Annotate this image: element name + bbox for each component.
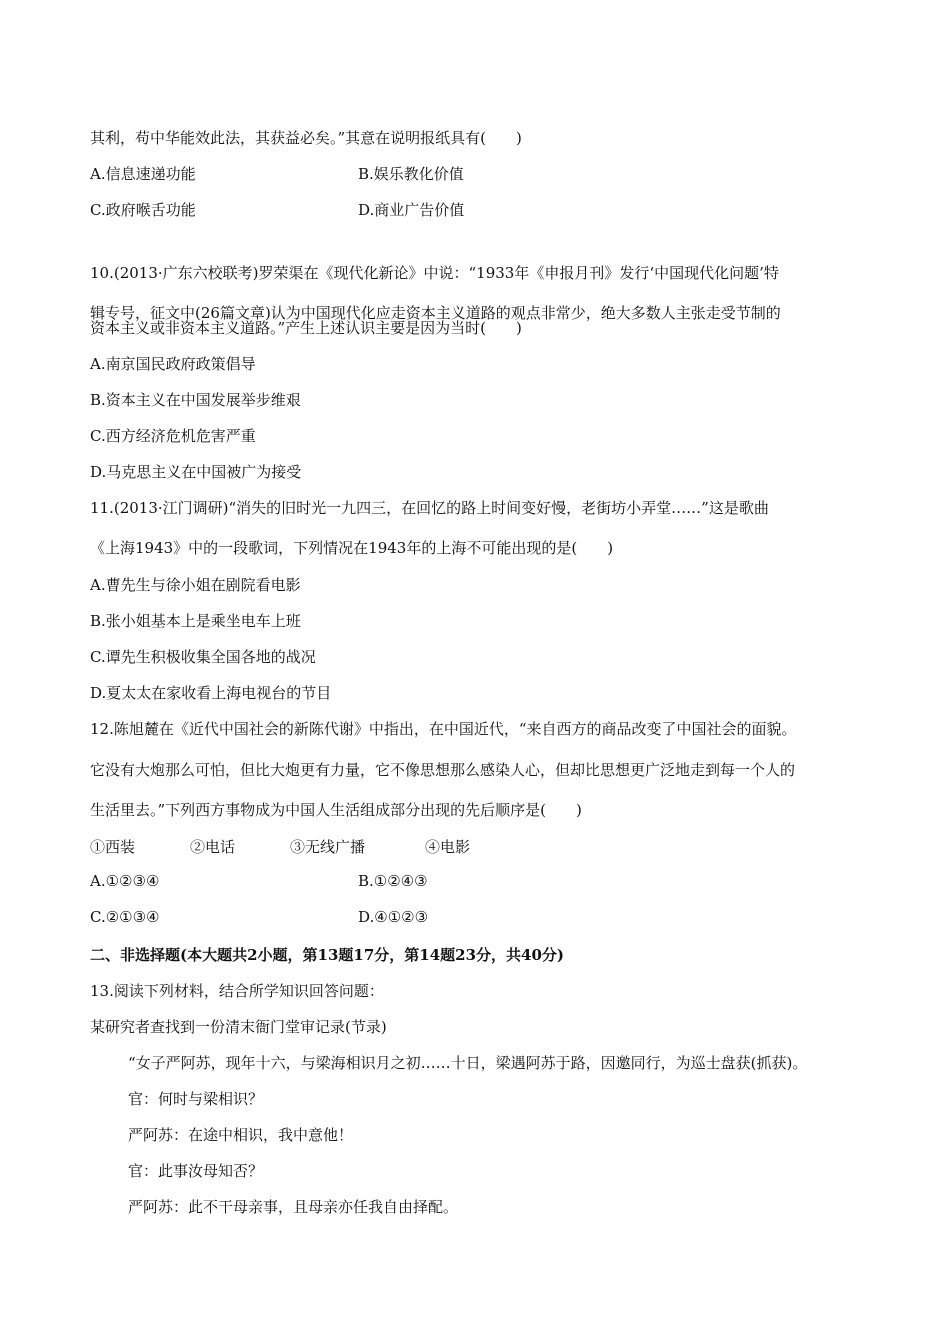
q9-option-b: B.娱乐教化价值	[358, 165, 464, 183]
q10-stem-line-1: 10.(2013·广东六校联考)罗荣渠在《现代化新论》中说：“1933年《申报月刊》发行‘中国现代化问题’特	[90, 264, 779, 282]
q11-option-b: B.张小姐基本上是乘坐电车上班	[90, 612, 301, 630]
q10-option-c: C.西方经济危机危害严重	[90, 427, 256, 445]
q11-stem-line-2: 《上海1943》中的一段歌词，下列情况在1943年的上海不可能出现的是( )	[90, 539, 614, 557]
q12-option-b: B.①②④③	[358, 872, 428, 890]
q9-option-c: C.政府喉舌功能	[90, 201, 196, 219]
q9-stem-tail: 其利，苟中华能效此法，其获益必矣。”其意在说明报纸具有( )	[90, 129, 522, 147]
q13-stem: 13.阅读下列材料，结合所学知识回答问题：	[90, 982, 384, 1000]
q10-option-b: B.资本主义在中国发展举步维艰	[90, 391, 301, 409]
q13-material-intro: 某研究者查找到一份清末衙门堂审记录(节录)	[90, 1018, 387, 1036]
q11-option-d: D.夏太太在家收看上海电视台的节目	[90, 684, 332, 702]
q9-option-d: D.商业广告价值	[358, 201, 465, 219]
q12-option-a: A.①②③④	[90, 872, 160, 890]
q12-item-4: ④电影	[425, 838, 471, 856]
q13-dialogue-line-3: 官：此事汝母知否？	[128, 1162, 264, 1180]
q13-material-quote: “女子严阿苏，现年十六，与梁海相识月之初……十日，梁遇阿苏于路，因邀同行，为巡士盘获(抓获)。	[128, 1054, 808, 1072]
q12-option-c: C.②①③④	[90, 908, 160, 926]
q12-stem-line-1: 12.陈旭麓在《近代中国社会的新陈代谢》中指出，在中国近代，“来自西方的商品改变了中国社会的面貌。	[90, 720, 797, 738]
q12-item-3: ③无线广播	[290, 838, 366, 856]
q10-option-d: D.马克思主义在中国被广为接受	[90, 463, 302, 481]
q13-dialogue-line-2: 严阿苏：在途中相识，我中意他！	[128, 1126, 354, 1144]
section-2-heading: 二、非选择题(本大题共2小题，第13题17分，第14题23分，共40分)	[90, 946, 565, 964]
q13-dialogue-line-4: 严阿苏：此不干母亲事，且母亲亦任我自由择配。	[128, 1198, 459, 1216]
q11-option-c: C.谭先生积极收集全国各地的战况	[90, 648, 316, 666]
q12-stem-line-3: 生活里去。”下列西方事物成为中国人生活组成部分出现的先后顺序是( )	[90, 801, 582, 819]
q10-stem-line-3: 资本主义或非资本主义道路。”产生上述认识主要是因为当时( )	[90, 319, 522, 337]
q11-option-a: A.曹先生与徐小姐在剧院看电影	[90, 576, 301, 594]
q12-item-1: ①西装	[90, 838, 136, 856]
q12-stem-line-2: 它没有大炮那么可怕，但比大炮更有力量，它不像思想那么感染人心，但却比思想更广泛地走到每一个人的	[90, 761, 796, 779]
q13-dialogue-line-1: 官：何时与梁相识？	[128, 1090, 264, 1108]
q10-option-a: A.南京国民政府政策倡导	[90, 355, 256, 373]
q11-stem-line-1: 11.(2013·江门调研)“消失的旧时光一九四三，在回忆的路上时间变好慢，老街坊小弄堂……”这是歌曲	[90, 499, 769, 517]
q12-item-2: ②电话	[190, 838, 236, 856]
q12-option-d: D.④①②③	[358, 908, 429, 926]
q10-stem-line-2: 辑专号，征文中(26篇文章)认为中国现代化应走资本主义道路的观点非常少，绝大多数人主张走受节制的	[90, 304, 781, 322]
q9-option-a: A.信息速递功能	[90, 165, 196, 183]
